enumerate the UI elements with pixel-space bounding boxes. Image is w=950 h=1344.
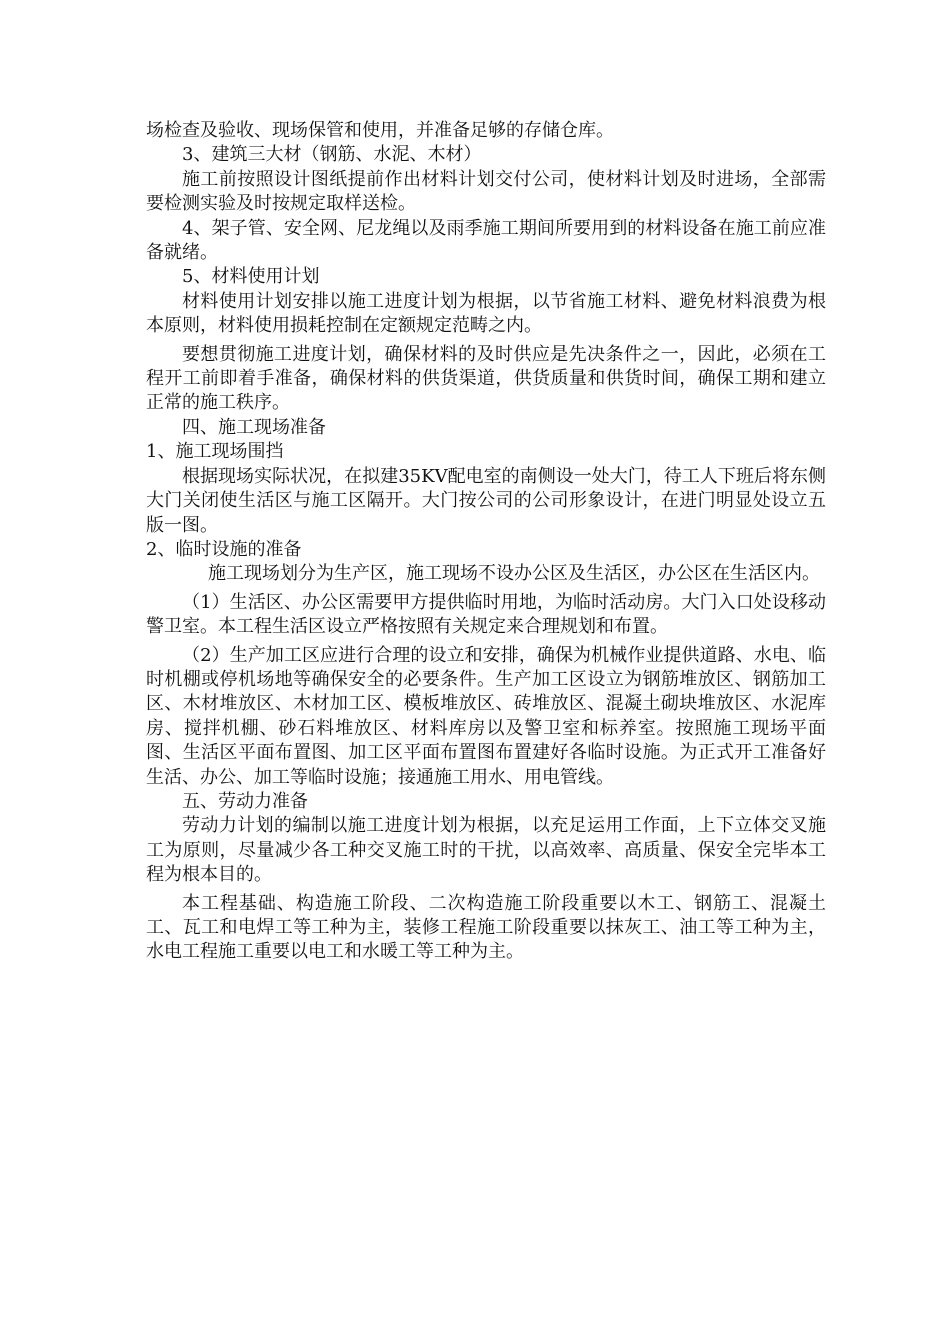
section-heading: 4、架子管、安全网、尼龙绳以及雨季施工期间所要用到的材料设备在施工前应准备就绪。: [146, 217, 826, 264]
paragraph: 场检查及验收、现场保管和使用，并准备足够的存储仓库。: [146, 120, 614, 141]
section-heading: 四、施工现场准备: [182, 416, 326, 438]
section-heading: 5、材料使用计划: [182, 266, 320, 288]
paragraph: （2）生产加工区应进行合理的设立和安排，确保为机械作业提供道路、水电、临时机棚或停机场地等确保安全的必要条件。生产加工区设立为钢筋堆放区、钢筋加工区、木材堆放区、木材加工区、模板堆放区、砖堆放区、混凝土砌块堆放区、水泥库房、搅拌机棚、砂石料堆放区、材料库房以及警卫室和标养室。按照施工现场平面图、生活区平面布置图、加工区平面布置图布置建好各临时设施。为正式开工准备好生活、办公、加工等临时设施；接通施工用水、用电管线。: [146, 644, 826, 788]
document-body: [146, 119, 826, 965]
paragraph: 本工程基础、构造施工阶段、二次构造施工阶段重要以木工、钢筋工、混凝土工、瓦工和电焊工等工种为主，装修工程施工阶段重要以抹灰工、油工等工种为主，水电工程施工重要以电工和水暖工等工种为主。: [146, 892, 826, 963]
section-heading: 五、劳动力准备: [182, 790, 308, 812]
paragraph: 施工现场划分为生产区，施工现场不设办公区及生活区，办公区在生活区内。: [208, 563, 820, 585]
paragraph: 施工前按照设计图纸提前作出材料计划交付公司，使材料计划及时进场，全部需要检测实验及时按规定取样送检。: [146, 168, 826, 215]
paragraph: （1）生活区、办公区需要甲方提供临时用地，为临时活动房。大门入口处设移动警卫室。本工程生活区设立严格按照有关规定来合理规划和布置。: [146, 591, 826, 638]
section-heading: 3、建筑三大材（钢筋、水泥、木材）: [182, 144, 482, 166]
subsection-heading: 2、临时设施的准备: [146, 538, 302, 560]
paragraph: 要想贯彻施工进度计划，确保材料的及时供应是先决条件之一，因此，必须在工程开工前即着手准备，确保材料的供货渠道，供货质量和供货时间，确保工期和建立正常的施工秩序。: [146, 343, 826, 414]
subsection-heading: 1、施工现场围挡: [146, 441, 284, 463]
paragraph: 根据现场实际状况，在拟建35KV配电室的南侧设一处大门，待工人下班后将东侧大门关闭使生活区与施工区隔开。大门按公司的公司形象设计，在进门明显处设立五版一图。: [146, 465, 826, 536]
paragraph: 劳动力计划的编制以施工进度计划为根据，以充足运用工作面，上下立体交叉施工为原则，尽量减少各工种交叉施工时的干扰，以高效率、高质量、保安全完毕本工程为根本目的。: [146, 815, 826, 886]
paragraph: 材料使用计划安排以施工进度计划为根据，以节省施工材料、避免材料浪费为根本原则，材料使用损耗控制在定额规定范畴之内。: [146, 290, 826, 337]
